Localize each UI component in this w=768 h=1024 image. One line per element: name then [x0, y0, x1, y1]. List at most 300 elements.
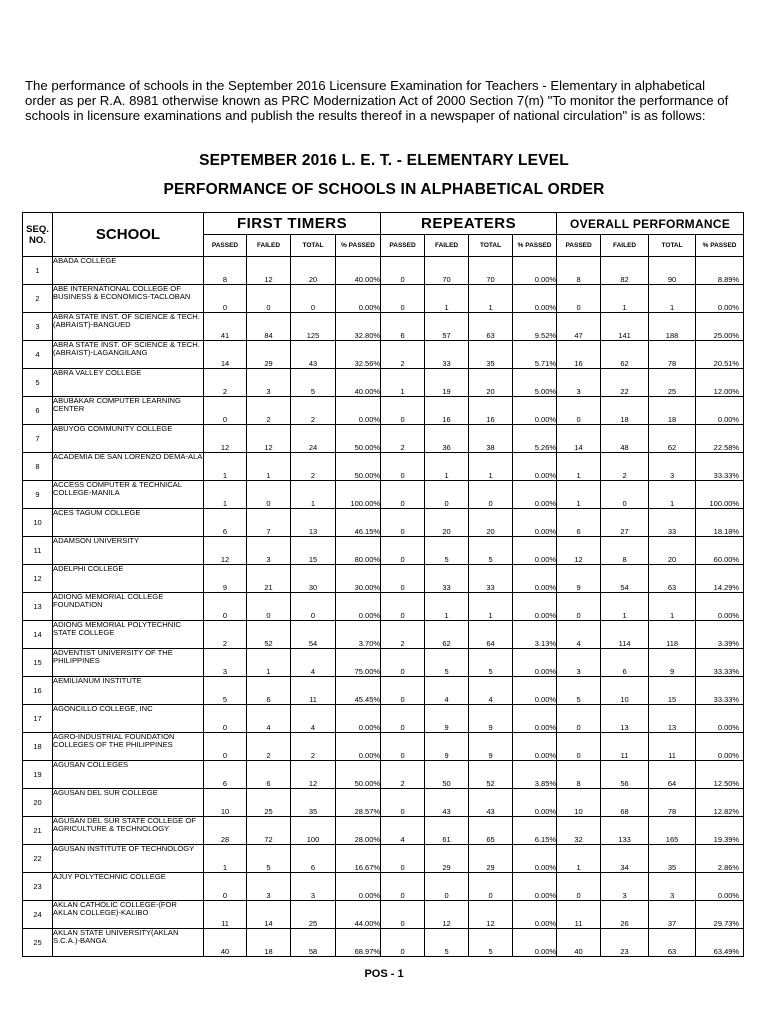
repeaters-total-cell: 63 — [469, 313, 513, 341]
repeaters-passed-cell: 0 — [381, 873, 425, 901]
repeaters-percent-cell: 0.00% — [513, 257, 557, 285]
overall-total-cell: 35 — [649, 845, 696, 873]
table-row — [23, 621, 744, 649]
repeaters-percent-cell: 0.00% — [513, 285, 557, 313]
seq-no-cell: 17 — [23, 705, 53, 733]
repeaters-passed-cell: 2 — [381, 761, 425, 789]
table-row — [23, 789, 744, 817]
repeaters-passed-cell: 2 — [381, 621, 425, 649]
overall-failed-cell: 13 — [601, 705, 649, 733]
table-row — [23, 313, 744, 341]
first-timers-total-cell: 20 — [291, 257, 336, 285]
school-name-cell: ABE INTERNATIONAL COLLEGE OF BUSINESS & ECONOMICS-TACLOBAN — [53, 285, 204, 313]
repeaters-passed-cell: 0 — [381, 705, 425, 733]
repeaters-passed-cell: 4 — [381, 817, 425, 845]
school-name-cell: AKLAN CATHOLIC COLLEGE-(FOR AKLAN COLLEGE)-KALIBO — [53, 901, 204, 929]
overall-failed-cell: 22 — [601, 369, 649, 397]
school-name-cell: AGRO-INDUSTRIAL FOUNDATION COLLEGES OF THE PHILIPPINES — [53, 733, 204, 761]
seq-label: SEQ. — [26, 223, 49, 235]
overall-percent-cell: 0.00% — [696, 397, 744, 425]
overall-failed-cell: 56 — [601, 761, 649, 789]
overall-failed-cell: 10 — [601, 677, 649, 705]
seq-no-cell: 3 — [23, 313, 53, 341]
first-timers-passed-cell: 0 — [204, 705, 247, 733]
table-row — [23, 705, 744, 733]
repeaters-passed-cell: 0 — [381, 929, 425, 957]
first-timers-passed-cell: 1 — [204, 453, 247, 481]
table-row — [23, 285, 744, 313]
repeaters-total-cell: 12 — [469, 901, 513, 929]
first-timers-failed-cell: 3 — [247, 369, 291, 397]
first-timers-percent-cell: 50.00% — [336, 453, 381, 481]
repeaters-passed-cell: 0 — [381, 789, 425, 817]
school-name-cell: ADVENTIST UNIVERSITY OF THE PHILIPPINES — [53, 649, 204, 677]
school-header: SCHOOL — [53, 213, 204, 257]
school-name-cell: AJUY POLYTECHNIC COLLEGE — [53, 873, 204, 901]
first-timers-total-cell: 12 — [291, 761, 336, 789]
first-timers-passed-cell: 0 — [204, 873, 247, 901]
repeaters-total-cell: 4 — [469, 677, 513, 705]
first-timers-total-cell: 15 — [291, 537, 336, 565]
repeaters-total-cell: 43 — [469, 789, 513, 817]
first-timers-total-cell: 35 — [291, 789, 336, 817]
repeaters-percent-cell: 5.71% — [513, 341, 557, 369]
overall-total-cell: 3 — [649, 873, 696, 901]
first-timers-total-cell: 4 — [291, 705, 336, 733]
overall-total-cell: 64 — [649, 761, 696, 789]
repeaters-failed-cell: 61 — [425, 817, 469, 845]
table-row — [23, 677, 744, 705]
first-timers-failed-cell: 3 — [247, 873, 291, 901]
first-timers-total-cell: 2 — [291, 453, 336, 481]
first-timers-passed-cell: 14 — [204, 341, 247, 369]
first-timers-failed-cell: 1 — [247, 649, 291, 677]
seq-no-cell: 14 — [23, 621, 53, 649]
overall-passed-cell: 5 — [557, 677, 601, 705]
repeaters-failed-cell: 62 — [425, 621, 469, 649]
first-timers-passed-cell: 1 — [204, 845, 247, 873]
table-row — [23, 817, 744, 845]
overall-failed-cell: 114 — [601, 621, 649, 649]
first-timers-passed-cell: 1 — [204, 481, 247, 509]
repeaters-passed-cell: 0 — [381, 481, 425, 509]
repeaters-failed-cell: 16 — [425, 397, 469, 425]
overall-failed-cell: 1 — [601, 285, 649, 313]
first-timers-failed-cell: 12 — [247, 425, 291, 453]
first-timers-total-cell: 100 — [291, 817, 336, 845]
rp-percent-header: % PASSED — [513, 235, 557, 257]
repeaters-percent-cell: 3.85% — [513, 761, 557, 789]
overall-passed-cell: 0 — [557, 733, 601, 761]
table-row — [23, 845, 744, 873]
repeaters-passed-cell: 0 — [381, 677, 425, 705]
overall-percent-cell: 18.18% — [696, 509, 744, 537]
school-name-cell: AGUSAN DEL SUR STATE COLLEGE OF AGRICULTURE & TECHNOLOGY — [53, 817, 204, 845]
first-timers-passed-cell: 41 — [204, 313, 247, 341]
seq-no-cell: 5 — [23, 369, 53, 397]
overall-percent-cell: 3.39% — [696, 621, 744, 649]
overall-passed-cell: 0 — [557, 873, 601, 901]
overall-failed-cell: 23 — [601, 929, 649, 957]
repeaters-total-cell: 65 — [469, 817, 513, 845]
school-name-cell: ABADA COLLEGE — [53, 257, 204, 285]
overall-total-cell: 15 — [649, 677, 696, 705]
first-timers-failed-cell: 6 — [247, 677, 291, 705]
overall-percent-cell: 19.39% — [696, 817, 744, 845]
repeaters-passed-cell: 0 — [381, 565, 425, 593]
first-timers-percent-cell: 68.97% — [336, 929, 381, 957]
first-timers-percent-cell: 0.00% — [336, 705, 381, 733]
repeaters-total-cell: 5 — [469, 537, 513, 565]
seq-no-cell: 4 — [23, 341, 53, 369]
seq-no-cell: 13 — [23, 593, 53, 621]
first-timers-total-cell: 4 — [291, 649, 336, 677]
seq-no-cell: 23 — [23, 873, 53, 901]
repeaters-passed-cell: 6 — [381, 313, 425, 341]
repeaters-total-cell: 1 — [469, 453, 513, 481]
first-timers-failed-cell: 84 — [247, 313, 291, 341]
overall-passed-cell: 8 — [557, 761, 601, 789]
repeaters-percent-cell: 0.00% — [513, 649, 557, 677]
repeaters-failed-cell: 36 — [425, 425, 469, 453]
repeaters-percent-cell: 0.00% — [513, 593, 557, 621]
first-timers-total-cell: 5 — [291, 369, 336, 397]
repeaters-percent-cell: 5.00% — [513, 369, 557, 397]
overall-total-cell: 37 — [649, 901, 696, 929]
overall-percent-cell: 12.00% — [696, 369, 744, 397]
repeaters-total-cell: 1 — [469, 285, 513, 313]
repeaters-failed-cell: 43 — [425, 789, 469, 817]
repeaters-total-cell: 38 — [469, 425, 513, 453]
repeaters-total-cell: 5 — [469, 929, 513, 957]
repeaters-percent-cell: 0.00% — [513, 677, 557, 705]
first-timers-percent-cell: 28.57% — [336, 789, 381, 817]
first-timers-passed-cell: 2 — [204, 621, 247, 649]
school-name-cell: ADELPHI COLLEGE — [53, 565, 204, 593]
first-timers-passed-cell: 0 — [204, 397, 247, 425]
school-name-cell: ADIONG MEMORIAL COLLEGE FOUNDATION — [53, 593, 204, 621]
school-name-cell: AGUSAN INSTITUTE OF TECHNOLOGY — [53, 845, 204, 873]
first-timers-failed-cell: 7 — [247, 509, 291, 537]
first-timers-percent-cell: 0.00% — [336, 593, 381, 621]
rp-failed-header: FAILED — [425, 235, 469, 257]
overall-percent-cell: 20.51% — [696, 341, 744, 369]
report-subtitle: PERFORMANCE OF SCHOOLS IN ALPHABETICAL ORDER — [163, 181, 605, 198]
overall-performance-header: OVERALL PERFORMANCE — [557, 213, 744, 235]
repeaters-total-cell: 20 — [469, 369, 513, 397]
school-name-cell: AGUSAN DEL SUR COLLEGE — [53, 789, 204, 817]
repeaters-failed-cell: 5 — [425, 649, 469, 677]
overall-passed-cell: 40 — [557, 929, 601, 957]
school-name-cell: AGUSAN COLLEGES — [53, 761, 204, 789]
repeaters-failed-cell: 50 — [425, 761, 469, 789]
table-row — [23, 649, 744, 677]
repeaters-failed-cell: 1 — [425, 593, 469, 621]
ov-failed-header: FAILED — [601, 235, 649, 257]
repeaters-total-cell: 29 — [469, 845, 513, 873]
first-timers-total-cell: 43 — [291, 341, 336, 369]
first-timers-header: FIRST TIMERS — [204, 213, 381, 235]
school-name-cell: AKLAN STATE UNIVERSITY(AKLAN S.C.A.)-BANGA — [53, 929, 204, 957]
overall-passed-cell: 1 — [557, 481, 601, 509]
first-timers-failed-cell: 2 — [247, 733, 291, 761]
repeaters-percent-cell: 3.13% — [513, 621, 557, 649]
seq-no-cell: 6 — [23, 397, 53, 425]
first-timers-passed-cell: 0 — [204, 593, 247, 621]
overall-failed-cell: 11 — [601, 733, 649, 761]
school-name-cell: ADIONG MEMORIAL POLYTECHNIC STATE COLLEGE — [53, 621, 204, 649]
overall-failed-cell: 34 — [601, 845, 649, 873]
overall-percent-cell: 29.73% — [696, 901, 744, 929]
repeaters-failed-cell: 33 — [425, 565, 469, 593]
overall-passed-cell: 8 — [557, 257, 601, 285]
seq-no-cell: 19 — [23, 761, 53, 789]
table-row — [23, 929, 744, 957]
overall-failed-cell: 2 — [601, 453, 649, 481]
overall-failed-cell: 8 — [601, 537, 649, 565]
ov-percent-header: % PASSED — [696, 235, 744, 257]
seq-no-cell: 20 — [23, 789, 53, 817]
repeaters-percent-cell: 0.00% — [513, 397, 557, 425]
repeaters-failed-cell: 33 — [425, 341, 469, 369]
overall-failed-cell: 82 — [601, 257, 649, 285]
repeaters-percent-cell: 0.00% — [513, 565, 557, 593]
table-row — [23, 425, 744, 453]
overall-percent-cell: 33.33% — [696, 677, 744, 705]
overall-percent-cell: 8.89% — [696, 257, 744, 285]
first-timers-passed-cell: 0 — [204, 733, 247, 761]
repeaters-total-cell: 35 — [469, 341, 513, 369]
table-row — [23, 341, 744, 369]
first-timers-passed-cell: 6 — [204, 509, 247, 537]
overall-total-cell: 33 — [649, 509, 696, 537]
first-timers-passed-cell: 9 — [204, 565, 247, 593]
first-timers-failed-cell: 4 — [247, 705, 291, 733]
repeaters-passed-cell: 1 — [381, 369, 425, 397]
repeaters-failed-cell: 9 — [425, 705, 469, 733]
repeaters-percent-cell: 0.00% — [513, 509, 557, 537]
repeaters-total-cell: 52 — [469, 761, 513, 789]
table-row — [23, 761, 744, 789]
overall-total-cell: 63 — [649, 565, 696, 593]
overall-total-cell: 78 — [649, 789, 696, 817]
first-timers-failed-cell: 0 — [247, 593, 291, 621]
first-timers-failed-cell: 0 — [247, 481, 291, 509]
repeaters-percent-cell: 0.00% — [513, 733, 557, 761]
first-timers-percent-cell: 0.00% — [336, 733, 381, 761]
first-timers-total-cell: 0 — [291, 285, 336, 313]
overall-total-cell: 3 — [649, 453, 696, 481]
seq-no-cell: 21 — [23, 817, 53, 845]
repeaters-passed-cell: 0 — [381, 257, 425, 285]
repeaters-percent-cell: 0.00% — [513, 929, 557, 957]
overall-total-cell: 18 — [649, 397, 696, 425]
school-name-cell: ABRA STATE INST. OF SCIENCE & TECH.(ABRAIST)-LAGANGILANG — [53, 341, 204, 369]
overall-failed-cell: 18 — [601, 397, 649, 425]
overall-total-cell: 118 — [649, 621, 696, 649]
overall-passed-cell: 3 — [557, 369, 601, 397]
overall-failed-cell: 141 — [601, 313, 649, 341]
first-timers-passed-cell: 0 — [204, 285, 247, 313]
school-name-cell: ACES TAGUM COLLEGE — [53, 509, 204, 537]
seq-no-cell: 10 — [23, 509, 53, 537]
school-name-cell: ABRA VALLEY COLLEGE — [53, 369, 204, 397]
seq-no-cell: 25 — [23, 929, 53, 957]
first-timers-percent-cell: 0.00% — [336, 397, 381, 425]
repeaters-failed-cell: 20 — [425, 509, 469, 537]
overall-total-cell: 11 — [649, 733, 696, 761]
repeaters-percent-cell: 0.00% — [513, 481, 557, 509]
first-timers-passed-cell: 28 — [204, 817, 247, 845]
overall-total-cell: 90 — [649, 257, 696, 285]
overall-total-cell: 1 — [649, 593, 696, 621]
school-name-cell: ADAMSON UNIVERSITY — [53, 537, 204, 565]
repeaters-total-cell: 20 — [469, 509, 513, 537]
first-timers-total-cell: 3 — [291, 873, 336, 901]
ov-total-header: TOTAL — [649, 235, 696, 257]
repeaters-passed-cell: 2 — [381, 341, 425, 369]
overall-percent-cell: 0.00% — [696, 705, 744, 733]
repeaters-failed-cell: 9 — [425, 733, 469, 761]
overall-percent-cell: 33.33% — [696, 649, 744, 677]
first-timers-percent-cell: 40.00% — [336, 257, 381, 285]
first-timers-total-cell: 125 — [291, 313, 336, 341]
first-timers-total-cell: 0 — [291, 593, 336, 621]
first-timers-passed-cell: 5 — [204, 677, 247, 705]
first-timers-percent-cell: 44.00% — [336, 901, 381, 929]
first-timers-total-cell: 58 — [291, 929, 336, 957]
overall-percent-cell: 0.00% — [696, 873, 744, 901]
first-timers-percent-cell: 0.00% — [336, 873, 381, 901]
overall-percent-cell: 22.58% — [696, 425, 744, 453]
first-timers-failed-cell: 52 — [247, 621, 291, 649]
first-timers-percent-cell: 30.00% — [336, 565, 381, 593]
first-timers-percent-cell: 100.00% — [336, 481, 381, 509]
first-timers-passed-cell: 3 — [204, 649, 247, 677]
repeaters-percent-cell: 0.00% — [513, 789, 557, 817]
repeaters-total-cell: 0 — [469, 873, 513, 901]
overall-percent-cell: 12.50% — [696, 761, 744, 789]
first-timers-percent-cell: 45.45% — [336, 677, 381, 705]
first-timers-failed-cell: 21 — [247, 565, 291, 593]
repeaters-percent-cell: 9.52% — [513, 313, 557, 341]
first-timers-percent-cell: 28.00% — [336, 817, 381, 845]
repeaters-passed-cell: 0 — [381, 509, 425, 537]
first-timers-percent-cell: 0.00% — [336, 285, 381, 313]
first-timers-percent-cell: 32.80% — [336, 313, 381, 341]
repeaters-failed-cell: 29 — [425, 845, 469, 873]
overall-failed-cell: 48 — [601, 425, 649, 453]
first-timers-passed-cell: 2 — [204, 369, 247, 397]
overall-passed-cell: 6 — [557, 509, 601, 537]
overall-passed-cell: 0 — [557, 705, 601, 733]
repeaters-total-cell: 5 — [469, 649, 513, 677]
table-row — [23, 733, 744, 761]
repeaters-failed-cell: 5 — [425, 929, 469, 957]
overall-passed-cell: 0 — [557, 593, 601, 621]
first-timers-failed-cell: 72 — [247, 817, 291, 845]
header-row-groups — [23, 213, 744, 235]
overall-percent-cell: 14.29% — [696, 565, 744, 593]
repeaters-passed-cell: 2 — [381, 425, 425, 453]
seq-no-cell: 16 — [23, 677, 53, 705]
repeaters-passed-cell: 0 — [381, 593, 425, 621]
table-row — [23, 257, 744, 285]
repeaters-percent-cell: 0.00% — [513, 845, 557, 873]
report-title: SEPTEMBER 2016 L. E. T. - ELEMENTARY LEVEL — [199, 152, 569, 169]
repeaters-failed-cell: 5 — [425, 537, 469, 565]
school-name-cell: ACADEMIA DE SAN LORENZO DEMA-ALA — [53, 453, 204, 481]
school-name-cell: AEMILIANUM INSTITUTE — [53, 677, 204, 705]
school-name-cell: ABUYOG COMMUNITY COLLEGE — [53, 425, 204, 453]
first-timers-passed-cell: 40 — [204, 929, 247, 957]
seq-no-cell: 12 — [23, 565, 53, 593]
table-row — [23, 593, 744, 621]
overall-percent-cell: 63.49% — [696, 929, 744, 957]
rp-passed-header: PASSED — [381, 235, 425, 257]
repeaters-total-cell: 1 — [469, 593, 513, 621]
overall-passed-cell: 9 — [557, 565, 601, 593]
repeaters-failed-cell: 0 — [425, 873, 469, 901]
overall-percent-cell: 60.00% — [696, 537, 744, 565]
first-timers-failed-cell: 3 — [247, 537, 291, 565]
overall-percent-cell: 0.00% — [696, 733, 744, 761]
table-row — [23, 397, 744, 425]
seq-no-cell: 11 — [23, 537, 53, 565]
overall-passed-cell: 32 — [557, 817, 601, 845]
repeaters-passed-cell: 0 — [381, 733, 425, 761]
repeaters-passed-cell: 0 — [381, 537, 425, 565]
repeaters-header: REPEATERS — [381, 213, 557, 235]
first-timers-failed-cell: 25 — [247, 789, 291, 817]
seq-no-cell: 2 — [23, 285, 53, 313]
overall-passed-cell: 1 — [557, 453, 601, 481]
first-timers-total-cell: 24 — [291, 425, 336, 453]
overall-passed-cell: 16 — [557, 341, 601, 369]
overall-percent-cell: 2.86% — [696, 845, 744, 873]
repeaters-percent-cell: 5.26% — [513, 425, 557, 453]
first-timers-passed-cell: 11 — [204, 901, 247, 929]
first-timers-total-cell: 30 — [291, 565, 336, 593]
overall-percent-cell: 100.00% — [696, 481, 744, 509]
first-timers-percent-cell: 16.67% — [336, 845, 381, 873]
first-timers-passed-cell: 10 — [204, 789, 247, 817]
overall-percent-cell: 12.82% — [696, 789, 744, 817]
repeaters-passed-cell: 0 — [381, 397, 425, 425]
overall-percent-cell: 0.00% — [696, 285, 744, 313]
overall-total-cell: 20 — [649, 537, 696, 565]
overall-total-cell: 25 — [649, 369, 696, 397]
repeaters-failed-cell: 19 — [425, 369, 469, 397]
overall-total-cell: 78 — [649, 341, 696, 369]
repeaters-passed-cell: 0 — [381, 901, 425, 929]
table-row — [23, 453, 744, 481]
overall-failed-cell: 26 — [601, 901, 649, 929]
table-row — [23, 509, 744, 537]
ft-total-header: TOTAL — [291, 235, 336, 257]
first-timers-total-cell: 13 — [291, 509, 336, 537]
seq-no-header — [23, 213, 53, 257]
table-row — [23, 873, 744, 901]
repeaters-passed-cell: 0 — [381, 453, 425, 481]
repeaters-failed-cell: 1 — [425, 285, 469, 313]
first-timers-failed-cell: 14 — [247, 901, 291, 929]
seq-no-cell: 15 — [23, 649, 53, 677]
first-timers-passed-cell: 8 — [204, 257, 247, 285]
seq-no-cell: 22 — [23, 845, 53, 873]
overall-total-cell: 165 — [649, 817, 696, 845]
overall-total-cell: 188 — [649, 313, 696, 341]
